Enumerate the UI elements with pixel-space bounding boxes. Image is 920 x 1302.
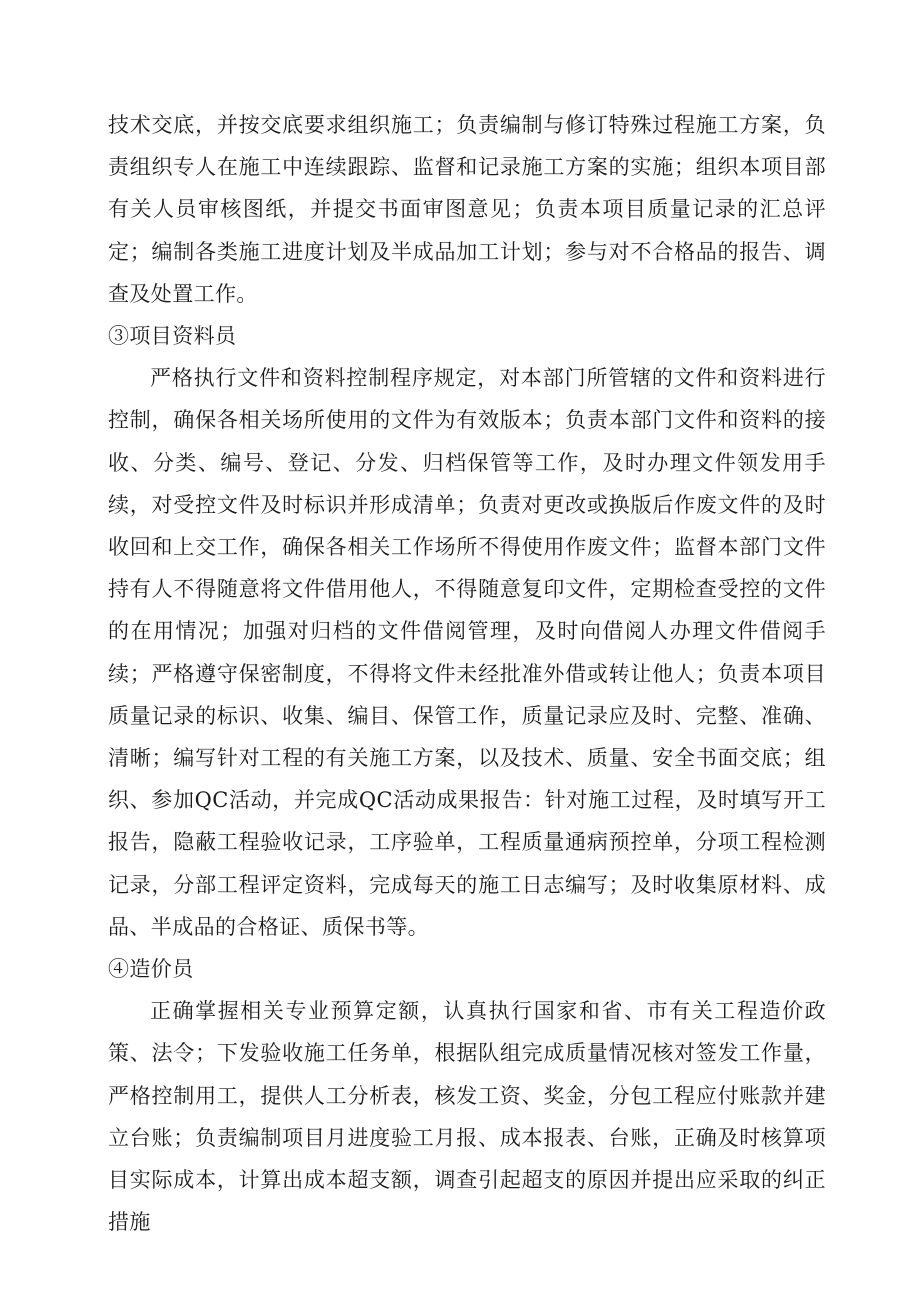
section-title-cost-engineer: ④造价员 (108, 957, 194, 982)
section-title-document-clerk: ③项目资料员 (108, 324, 237, 349)
section-body-document-clerk: 严格执行文件和资料控制程序规定，对本部门所管辖的文件和资料进行控制，确保各相关场所使用的文件为有效版本；负责本部门文件和资料的接收、分类、编号、登记、分发、归档保管等工作，及时办理文件领发用手续，对受控文件及时标识并形成清单；负责对更改或换版后作废文件的及时收回和上交工作，确保各相关工作场所不得使用作废文件；监督本部门文件持有人不得随意将文件借用他人，不得随意复印文件，定期检查受控的文件的在用情况；加强对归档的文件借阅管理，及时向借阅人办理文件借阅手续；严格遵守保密制度，不得将文件未经批准外借或转让他人；负责本项目质量记录的标识、收集、编目、保管工作，质量记录应及时、完整、准确、清晰；编写针对工程的有关施工方案，以及技术、质量、安全书面交底；组织、参加QC活动，并完成QC活动成果报告：针对施工过程，及时填写开工报告，隐蔽工程验收记录，工序验单，工程质量通病预控单，分项工程检测记录，分部工程评定资料，完成每天的施工日志编写；及时收集原材料、成品、半成品的合格证、质保书等。 (108, 366, 826, 939)
section-body-cost-engineer: 正确掌握相关专业预算定额，认真执行国家和省、市有关工程造价政策、法令；下发验收施工任务单，根据队组完成质量情况核对签发工作量，严格控制用工，提供人工分析表，核发工资、奖金，分包工程应付账款并建立台账；负责编制项目月进度验工月报、成本报表、台账，正确及时核算项目实际成本，计算出成本超支额，调查引起超支的原因并提出应采取的纠正措施 (108, 999, 826, 1235)
intro-paragraph: 技术交底，并按交底要求组织施工；负责编制与修订特殊过程施工方案，负责组织专人在施工中连续跟踪、监督和记录施工方案的实施；组织本项目部有关人员审核图纸，并提交书面审图意见；负责本项目质量记录的汇总评定；编制各类施工进度计划及半成品加工计划；参与对不合格品的报告、调查及处置工作。 (108, 113, 826, 306)
document-body (108, 104, 826, 1243)
